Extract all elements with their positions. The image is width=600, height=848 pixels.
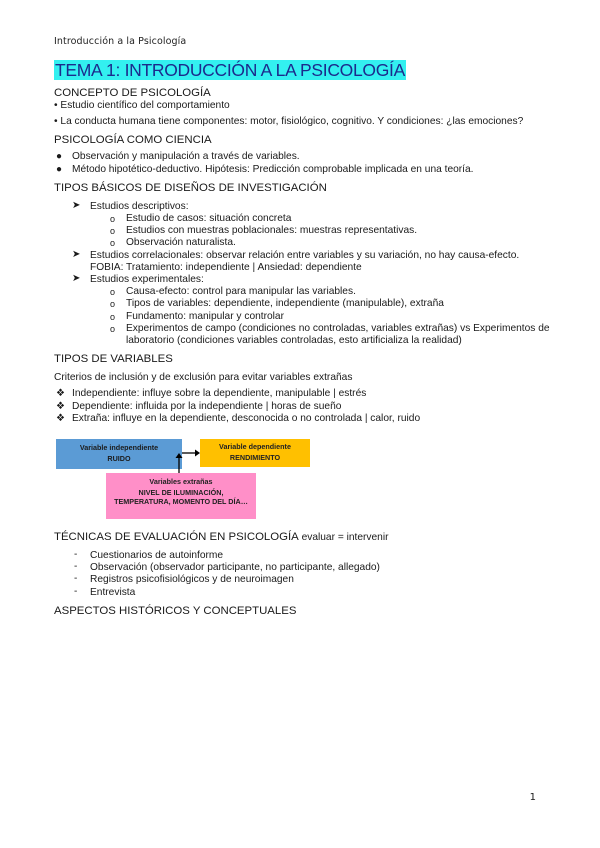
page-title: TEMA 1: INTRODUCCIÓN A LA PSICOLOGÍA [55,60,405,80]
disenos-list [54,201,550,347]
list-item: - Observación (observador participante, no participante, allegado) [74,561,380,574]
section-heading-ciencia: PSICOLOGÍA COMO CIENCIA [54,134,212,147]
list-item: ➤ Estudios experimentales: [72,273,204,286]
arrow-head-icon [195,450,200,457]
circle-bullet-icon: o [110,214,116,225]
list-item: - Registros psicofisiológicos y de neuroimagen [74,573,294,586]
section-heading-historicos: ASPECTOS HISTÓRICOS Y CONCEPTUALES [54,604,297,617]
list-item: o Tipos de variables: dependiente, independiente (manipulable), extraña [110,298,444,310]
dash-bullet-icon: - [74,573,78,585]
dash-bullet-icon: - [74,561,78,573]
tecnicas-list [54,550,550,599]
page-header: Introducción a la Psicología [54,36,187,47]
variables-list [54,388,550,425]
section-heading-disenos: TIPOS BÁSICOS DE DISEÑOS DE INVESTIGACIÓN [54,181,327,194]
diamond-bullet-icon: ❖ [56,412,65,424]
list-item: - Cuestionarios de autoinforme [74,549,224,562]
independent-variable-box: Variable independiente RUIDO [56,439,182,469]
circle-bullet-icon: o [110,311,116,322]
arrow-head-icon [176,453,183,458]
circle-bullet-icon: o [110,226,116,237]
section-heading-variables: TIPOS DE VARIABLES [54,353,173,366]
concepto-line-2: • La conducta humana tiene componentes: motor, fisiológico, cognitivo. Y condiciones: ¿las emociones? [54,116,524,128]
circle-bullet-icon: o [110,287,116,298]
diagram-arrows [54,437,354,525]
list-item: ➤ Estudios correlacionales: observar relación entre variables y su variación, no hay causa-efecto. FOBIA: Tratamiento: independiente | Ansiedad: dependiente [72,248,520,273]
page-number: 1 [529,792,536,803]
list-item: ● Método hipotético-deductivo. Hipótesis: Predicción comprobable implicada en una teoría. [56,163,474,175]
list-item: - Entrevista [74,585,136,598]
diamond-bullet-icon: ❖ [56,388,65,400]
variables-intro: Criterios de inclusión y de exclusión para evitar variables extrañas [54,372,353,384]
list-item: o Experimentos de campo (condiciones no controladas, variables extrañas) vs Experimentos de laboratorio (condiciones variables controladas, esto artificializa la realidad) [110,322,550,347]
list-item: o Fundamento: manipular y controlar [110,310,284,322]
arrow-bullet-icon: ➤ [72,273,81,285]
list-item: o Estudio de casos: situación concreta [110,213,292,225]
concepto-line-1: • Estudio científico del comportamiento [54,100,230,111]
dash-bullet-icon: - [74,585,78,597]
section-heading-concepto: CONCEPTO DE PSICOLOGÍA [54,87,211,99]
list-item: ➤ Estudios descriptivos: [72,199,189,212]
section-heading-tecnicas: TÉCNICAS DE EVALUACIÓN EN PSICOLOGÍA evaluar = intervenir [54,531,389,544]
list-item: o Estudios con muestras poblacionales: muestras representativas. [110,225,418,237]
list-item: o Observación naturalista. [110,237,236,249]
diamond-bullet-icon: ❖ [56,400,65,412]
ciencia-list [54,151,550,175]
bullet-icon: ● [56,151,63,163]
dependent-variable-box: Variable dependiente RENDIMIENTO [200,439,310,467]
variables-diagram [54,437,354,525]
circle-bullet-icon: o [110,299,116,310]
bullet-icon: ● [56,163,63,175]
dash-bullet-icon: - [74,549,78,561]
list-item: ❖ Extraña: influye en la dependiente, desconocida o no controlada | calor, ruido [56,412,421,424]
circle-bullet-icon: o [110,238,116,249]
arrow-bullet-icon: ➤ [72,199,81,211]
arrow-bullet-icon: ➤ [72,248,81,260]
list-item: ● Observación y manipulación a través de variables. [56,151,300,163]
list-item: ❖ Independiente: influye sobre la dependiente, manipulable | estrés [56,388,367,400]
circle-bullet-icon: o [110,323,116,334]
document-body [54,58,550,618]
extraneous-variables-box: Variables extrañas NIVEL DE ILUMINACIÓN, TEMPERATURA, MOMENTO DEL DÍA… [106,473,256,519]
list-item: o Causa-efecto: control para manipular las variables. [110,286,356,298]
list-item: ❖ Dependiente: influida por la independiente | horas de sueño [56,400,342,412]
